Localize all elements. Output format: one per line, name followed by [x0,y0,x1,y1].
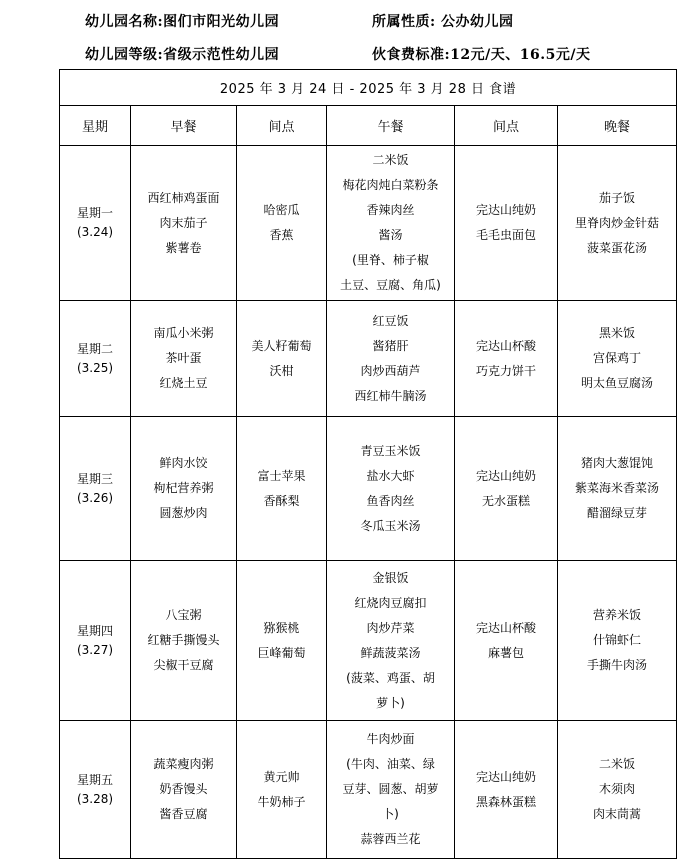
weekday-cell [60,561,131,721]
table-row [60,146,677,301]
dish: 宫保鸡丁 [593,351,642,365]
dish: 完达山纯奶 [475,203,536,217]
title-row [60,70,677,106]
morning-snack-cell [237,146,327,301]
afternoon-snack-cell [455,417,558,561]
nature-label: 所属性质: [372,14,436,30]
weekday-date: (3.27) [76,642,114,657]
dish: 木须肉 [599,782,636,796]
dish: 二米饭 [599,757,636,771]
dish: 完达山纯奶 [475,468,536,483]
weekly-menu-table [59,69,677,859]
dish: 蒜蓉西兰花 [360,832,421,846]
morning-snack-cell [237,721,327,859]
dish: 菠菜蛋花汤 [587,240,648,255]
breakfast-cell [131,417,237,561]
dinner-cell [558,561,677,721]
weekday-name: 星期三 [76,471,113,486]
weekday-name: 星期四 [76,623,113,638]
dish: 红豆饭 [372,313,409,328]
kindergarten-name [85,13,279,31]
dish: 巧克力饼干 [475,363,536,378]
weekday-cell [60,721,131,859]
dish: 枸杞营养粥 [153,481,214,495]
table-row [60,561,677,721]
dish: 富士苹果 [257,468,306,483]
dish: 黑米饭 [599,326,636,340]
dish: 鲜蔬菠菜汤 [360,645,421,660]
table-row [60,721,677,859]
weekday-date: (3.25) [76,360,114,375]
lunch-cell [327,146,455,301]
weekday-cell [60,417,131,561]
weekday-date: (3.24) [76,225,114,239]
dish: 美人籽葡萄 [251,338,312,353]
dish: 青豆玉米饭 [360,443,421,458]
level-value: 省级示范性幼儿园 [163,47,280,63]
dish: 哈密瓜 [263,203,300,217]
dish: 香辣肉丝 [366,203,415,217]
dish: 营养米饭 [593,608,642,622]
afternoon-snack-cell [455,146,558,301]
fee-value: 12元/天、16.5元/天 [450,47,591,63]
breakfast-cell [131,301,237,417]
dish: 醋溜绿豆芽 [587,506,648,520]
afternoon-snack-cell [455,301,558,417]
column-header-weekday: 星期 [60,106,131,146]
dish: 毛毛虫面包 [475,228,536,242]
lunch-cell [327,561,455,721]
dish: 鱼香肉丝 [366,493,415,508]
dish: 猪肉大葱馄饨 [581,456,654,470]
dish: 完达山杯酸 [475,338,536,353]
dish: 豆芽、圆葱、胡萝 [342,782,439,796]
breakfast-cell [131,561,237,721]
dish: 尖椒干豆腐 [153,658,214,672]
dish: 卜) [382,807,399,821]
dish: 肉末茄子 [159,215,208,230]
dish: 明太鱼豆腐汤 [581,376,654,390]
dish: 沃柑 [269,363,294,378]
dish: 香蕉 [269,228,294,242]
weekday-cell [60,146,131,301]
lunch-cell [327,417,455,561]
table-body [60,146,677,859]
afternoon-snack-cell [455,721,558,859]
dish: 肉炒芹菜 [366,620,415,635]
dish: 红烧土豆 [159,376,208,390]
dish: 里脊肉炒金针菇 [575,215,660,230]
dish: 奶香馒头 [159,782,208,796]
weekday-name: 星期一 [76,206,113,220]
breakfast-cell [131,146,237,301]
header-row [60,106,677,146]
dish: 牛肉炒面 [366,732,415,746]
lunch-cell [327,721,455,859]
dish: 麻薯包 [487,645,524,660]
dish: 酱汤 [378,228,403,242]
dish: 冬瓜玉米汤 [360,518,421,533]
dish: 酱香豆腐 [159,807,208,821]
dish: 猕猴桃 [263,620,300,635]
dish: 西红柿鸡蛋面 [147,190,220,205]
dish: 二米饭 [372,153,409,167]
dish: 香酥梨 [263,493,300,508]
dish: 紫薯卷 [165,240,202,255]
name-value: 图们市阳光幼儿园 [163,14,280,30]
kindergarten-nature [372,13,514,31]
dish: (牛肉、油菜、绿 [346,757,435,771]
dish: 红糖手撕馒头 [147,633,220,647]
dish: 肉炒西葫芦 [360,363,421,378]
dish: 无水蛋糕 [481,493,530,508]
dish: 酱猪肝 [372,338,409,353]
dinner-cell [558,146,677,301]
dish: 手撕牛肉汤 [587,658,648,672]
dish: 茄子饭 [599,190,636,205]
dish: 黄元帅 [263,769,300,784]
nature-value: 公办幼儿园 [441,14,514,30]
dish: 牛奶柿子 [257,794,306,809]
weekday-date: (3.28) [76,791,114,806]
dish: 肉末茼蒿 [593,807,642,821]
column-header-afternoon-snack: 间点 [455,106,558,146]
dinner-cell [558,721,677,859]
dish: 西红柿牛腩汤 [354,388,427,403]
menu-title: 2025 年 3 月 24 日 - 2025 年 3 月 28 日 食谱 [60,70,677,106]
dish: 南瓜小米粥 [153,326,214,340]
column-header-dinner: 晚餐 [558,106,677,146]
weekday-name: 星期二 [76,341,113,356]
column-header-morning-snack: 间点 [237,106,327,146]
lunch-cell [327,301,455,417]
column-header-lunch: 午餐 [327,106,455,146]
table-head [60,70,677,146]
afternoon-snack-cell [455,561,558,721]
dish: 完达山杯酸 [475,620,536,635]
dish: 黑森林蛋糕 [475,794,536,809]
name-label: 幼儿园名称: [85,14,164,30]
table-row [60,301,677,417]
column-header-breakfast: 早餐 [131,106,237,146]
fee-label: 伙食费标准: [372,47,451,63]
morning-snack-cell [237,301,327,417]
breakfast-cell [131,721,237,859]
table-row [60,417,677,561]
dish: 什锦虾仁 [593,633,642,647]
dinner-cell [558,417,677,561]
dish: 梅花肉炖白菜粉条 [342,178,439,192]
weekday-cell [60,301,131,417]
dish: 巨峰葡萄 [257,645,306,660]
dish: 圆葱炒肉 [159,506,208,520]
weekday-date: (3.26) [76,490,114,505]
dish: 萝卜) [376,695,405,710]
dish: 八宝粥 [165,608,202,622]
dish: (里脊、柿子椒 [352,253,429,267]
meal-fee-standard [372,46,590,64]
dish: 红烧肉豆腐扣 [354,595,427,610]
level-label: 幼儿园等级: [85,47,164,63]
dish: 蔬菜瘦肉粥 [153,757,214,771]
weekday-name: 星期五 [76,772,113,787]
dish: 盐水大虾 [366,468,415,483]
dish: 金银饭 [372,570,409,585]
kindergarten-level [85,46,279,64]
dish: (菠菜、鸡蛋、胡 [346,670,435,685]
dish: 完达山纯奶 [475,769,536,784]
dish: 紫菜海米香菜汤 [575,481,660,495]
dinner-cell [558,301,677,417]
morning-snack-cell [237,417,327,561]
dish: 土豆、豆腐、角瓜) [340,278,441,292]
dish: 茶叶蛋 [165,351,202,365]
dish: 鲜肉水饺 [159,456,208,470]
morning-snack-cell [237,561,327,721]
